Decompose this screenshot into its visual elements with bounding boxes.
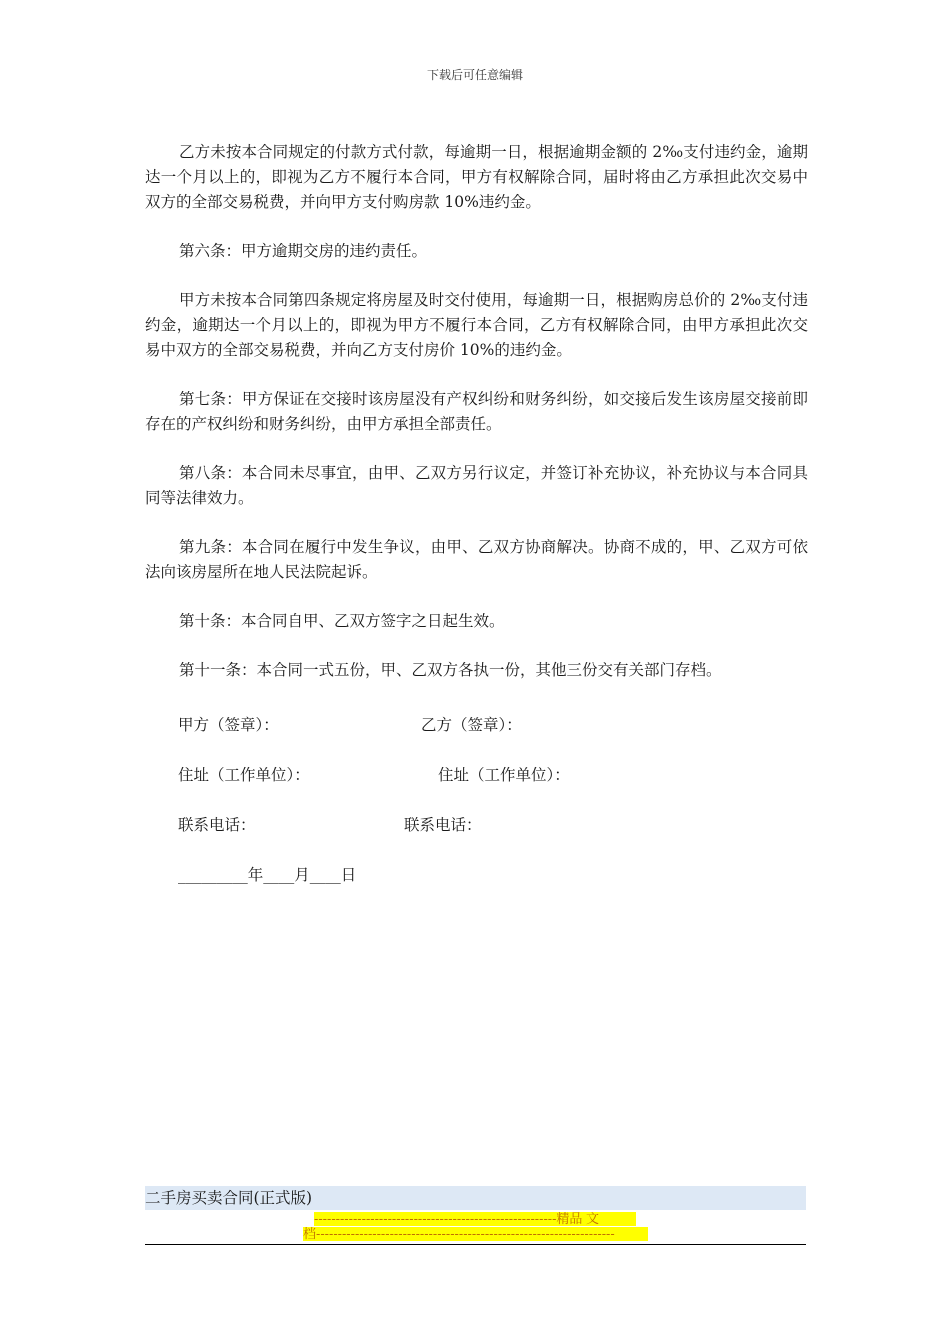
party-a-signature-label: 甲方（签章）：	[178, 716, 279, 734]
article-10: 第十条：本合同自甲、乙双方签字之日起生效。	[179, 612, 505, 630]
article-11: 第十一条：本合同一式五份，甲、乙双方各执一份，其他三份交有关部门存档。	[179, 661, 722, 679]
party-a-phone-label: 联系电话：	[178, 816, 256, 834]
stamp-line-2: 档---------------------------------------------------------------------	[303, 1227, 648, 1241]
footer-rule	[145, 1244, 806, 1245]
party-a-address-label: 住址（工作单位）：	[178, 766, 310, 784]
footer-title: 二手房买卖合同(正式版)	[145, 1189, 313, 1207]
article-8: 第八条：本合同未尽事宜，由甲、乙双方另行议定，并签订补充协议，补充协议与本合同具同等法律效力。	[145, 464, 808, 507]
header-note: 下载后可任意编辑	[426, 68, 523, 82]
party-b-address-label: 住址（工作单位）：	[438, 766, 570, 784]
paragraph-late-delivery: 甲方未按本合同第四条规定将房屋及时交付使用，每逾期一日，根据购房总价的 2‰支付违约金，逾期达一个月以上的，即视为甲方不履行本合同，乙方有权解除合同，由甲方承担此次交易中双方的全部交易税费，并向乙方支付房价 10%的违约金。	[145, 291, 808, 359]
party-b-signature-label: 乙方（签章）：	[421, 716, 522, 734]
article-6-heading: 第六条：甲方逾期交房的违约责任。	[179, 242, 428, 260]
stamp-line-1: --------------------------------------------------------精品 文	[314, 1212, 636, 1226]
party-b-phone-label: 联系电话：	[404, 816, 482, 834]
article-9: 第九条：本合同在履行中发生争议，由甲、乙双方协商解决。协商不成的，甲、乙双方可依法向该房屋所在地人民法院起诉。	[145, 538, 808, 581]
article-7: 第七条：甲方保证在交接时该房屋没有产权纠纷和财务纠纷，如交接后发生该房屋交接前即存在的产权纠纷和财务纠纷，由甲方承担全部责任。	[145, 390, 808, 433]
contract-body	[145, 140, 808, 707]
date-line: _________年____月____日	[178, 866, 357, 884]
footer-title-bar	[145, 1186, 806, 1210]
paragraph-late-payment: 乙方未按本合同规定的付款方式付款，每逾期一日，根据逾期金额的 2‰支付违约金，逾期达一个月以上的，即视为乙方不履行本合同，甲方有权解除合同，届时将由乙方承担此次交易中双方的全部交易税费，并向甲方支付购房款 10%违约金。	[145, 143, 808, 211]
